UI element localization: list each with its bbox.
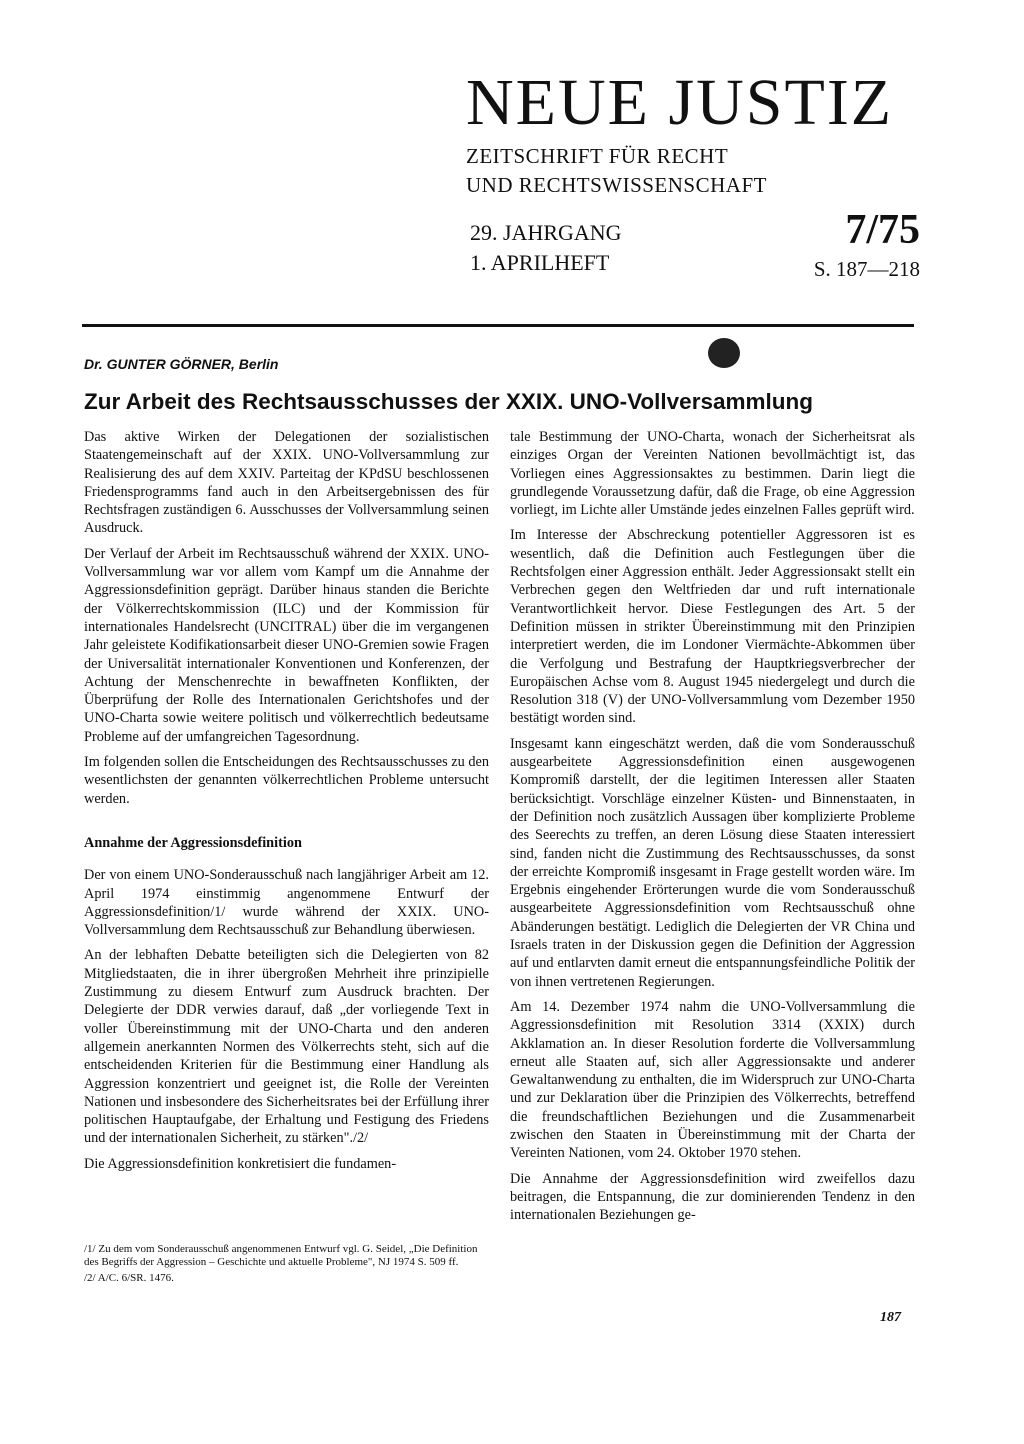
ink-blot xyxy=(708,338,740,368)
volume-label: 29. JAHRGANG xyxy=(470,220,622,245)
paragraph: Am 14. Dezember 1974 nahm die UNO-Vollversammlung die Aggressionsdefinition mit Resolution 3314 (XXIX) durch Akklamation an. In dieser Resolution forderte die Vollversammlung erneut alle Staaten auf, sich aller Aggressionsakte und anderer Gewaltanwendung zu enthalten, die im Widerspruch zur UNO-Charta und zur Deklaration über die Prinzipien des Völkerrechts, betreffend die freundschaftlichen Beziehungen und die Zusammenarbeit zwischen den Staaten in Übereinstimmung mit der Charta der Vereinten Nationen, vom 24. Oktober 1970 stehen. xyxy=(510,998,915,1162)
footnote: /2/ A/C. 6/SR. 1476. xyxy=(84,1272,174,1284)
journal-subtitle-line-2: UND RECHTSWISSENSCHAFT xyxy=(466,173,767,197)
header-rule xyxy=(82,324,914,327)
paragraph: Die Aggressionsdefinition konkretisiert die fundamen- xyxy=(84,1155,397,1172)
paragraph: Im Interesse der Abschreckung potentieller Aggressoren ist es wesentlich, daß die Definition auch Festlegungen über die Rechtsfolgen einer Aggression enthält. Jeder Aggressionsakt stellt ein Verbrechen gegen den Weltfrieden dar und ruft internationale Verantwortlichkeit hervor. Diese Festlegungen des Art. 5 der Definition müssen in strikter Übereinstimmung mit den Prinzipien interpretiert werden, die im Londoner Viermächte-Abkommen über die Verfolgung und Bestrafung der Hauptkriegsverbrecher der Europäischen Achse vom 8. August 1945 niedergelegt und durch die Resolution 318 (V) der UNO-Vollversammlung vom Dezember 1950 bestätigt worden sind. xyxy=(510,527,915,727)
paragraph: Der von einem UNO-Sonderausschuß nach langjähriger Arbeit am 12. April 1974 einstimmig angenommene Entwurf der Aggressionsdefinition/1/ wurde während der XXIX. UNO-Vollversammlung dem Rechtsausschuß zur Behandlung überwiesen. xyxy=(84,867,489,939)
footnotes xyxy=(84,1243,489,1288)
page-range: S. 187—218 xyxy=(813,257,920,281)
footnote: /1/ Zu dem vom Sonderausschuß angenommenen Entwurf vgl. G. Seidel, „Die Definition des Begriffs der Aggression – Geschichte und aktuelle Probleme", NJ 1974 S. 509 ff. xyxy=(84,1243,478,1268)
paragraph: Das aktive Wirken der Delegationen der sozialistischen Staatengemeinschaft auf der XXIX. UNO-Vollversammlung zur Realisierung des auf dem XXIV. Parteitag der KPdSU beschlossenen Friedensprogramms fand auch in den Arbeitsergebnissen des für Rechtsfragen zuständigen 6. Ausschusses der Vollversammlung seinen Ausdruck. xyxy=(84,429,489,537)
journal-subtitle-line-1: ZEITSCHRIFT FÜR RECHT xyxy=(466,144,729,168)
issue-meta xyxy=(470,218,622,278)
article-title: Zur Arbeit des Rechtsausschusses der XXIX. UNO-Vollversammlung xyxy=(84,389,813,414)
paragraph: An der lebhaften Debatte beteiligten sich die Delegierten von 82 Mitgliedstaaten, die in ihrer übergroßen Mehrheit ihre prinzipielle Zustimmung zu diesem Entwurf zum Ausdruck brachten. Der Delegierte der DDR verwies darauf, daß „der vorliegende Text in voller Übereinstimmung mit der UNO-Charta und den anderen allgemein anerkannten Normen des Völkerrechts steht, sich auf die entscheidenden Kriterien für die Bestimmung einer Handlung als Aggression konzentriert und geeignet ist, die Rolle der Vereinten Nationen und insbesondere des Sicherheitsrates bei der Erfüllung ihrer politischen Hauptaufgabe, der Erhaltung und Festigung des Friedens und der internationalen Sicherheit, zu stärken".​/2/ xyxy=(84,947,489,1147)
paragraph: Insgesamt kann eingeschätzt werden, daß die vom Sonderausschuß ausgearbeitete Aggressionsdefinition einen ausgewogenen Kompromiß darstellt, der die legitimen Interessen aller Staaten berücksichtigt. Vorschläge einzelner Küsten- und Binnenstaaten, in der Definition noch zusätzlich Aussagen über komplizierte Probleme des Seerechts zu treffen, an deren Lösung diese Staaten interessiert sind, fanden nicht die Zustimmung des Rechtsausschusses, da sonst der erreichte Kompromiß insgesamt in Frage gestellt worden wäre. Im Ergebnis eingehender Erörterungen wurde die vom Sonderausschuß ausgearbeitete Aggressionsdefinition vom Rechtsausschuß ohne Abänderungen bestätigt. Lediglich die Delegierten der VR China und Israels traten in der Diskussion gegen die Definition der Aggression auf und entlarvten damit erneut die entspannungsfeindliche Politik der von ihnen vertretenen Regierungen. xyxy=(510,735,915,990)
article-author: Dr. GUNTER GÖRNER, Berlin xyxy=(84,356,279,372)
paragraph: Die Annahme der Aggressionsdefinition wird zweifellos dazu beitragen, die Entspannung, die zur dominierenden Tendenz in den internationalen Beziehungen ge- xyxy=(510,1170,915,1224)
right-column xyxy=(510,428,915,1231)
masthead xyxy=(466,66,926,200)
journal-title: NEUE JUSTIZ xyxy=(466,66,894,139)
page-number: 187 xyxy=(880,1310,901,1325)
journal-subtitle xyxy=(466,142,926,200)
section-heading: Annahme der Aggressionsdefinition xyxy=(84,834,302,851)
paragraph: tale Bestimmung der UNO-Charta, wonach der Sicherheitsrat als einziges Organ der Vereinten Nationen bevollmächtigt ist, das Vorliegen eines Aggressionsaktes zu bestimmen. Darin liegt die grundlegende Voraussetzung dafür, daß die Frage, ob eine Aggression vorliegt, im Lichte aller Umstände jedes einzelnen Falles geprüft wird. xyxy=(510,429,915,519)
paragraph: Im folgenden sollen die Entscheidungen des Rechtsausschusses zu den wesentlichsten der genannten völkerrechtlichen Probleme untersucht werden. xyxy=(84,754,489,807)
issue-name: 1. APRILHEFT xyxy=(470,250,610,275)
left-column xyxy=(84,428,489,1180)
issue-numbering xyxy=(800,208,920,284)
paragraph: Der Verlauf der Arbeit im Rechtsausschuß während der XXIX. UNO-Vollversammlung war vor allem vom Kampf um die Annahme der Aggressionsdefinition geprägt. Darüber hinaus standen die Berichte der Völkerrechtskommission (ILC) und der Kommission für internationales Handelsrecht (UNCITRAL) über die im vergangenen Jahr geleistete Kodifikationsarbeit dieser UNO-Gremien sowie Fragen der Universalität internationaler Konventionen und Konferenzen, der Achtung der Menschenrechte in bewaffneten Konflikten, der Überprüfung der Rolle des Internationalen Gerichtshofes und der UNO-Charta sowie weitere politisch und völkerrechtlich bedeutsame Probleme auf der umfangreichen Tagesordnung. xyxy=(84,545,489,745)
issue-number: 7/75 xyxy=(845,207,920,253)
